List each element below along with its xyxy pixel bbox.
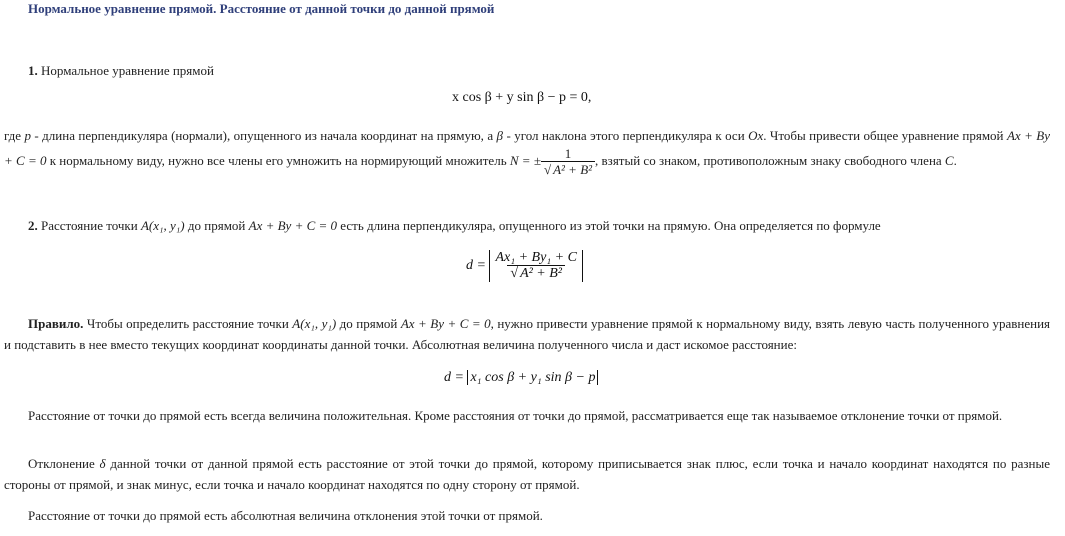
section2-number: 2. — [28, 218, 38, 233]
rule-label: Правило. — [28, 316, 84, 331]
positive-distance-paragraph: Расстояние от точки до прямой есть всегда величина положительная. Кроме расстояния от точки до прямой, рассматривается еще так называемое отклонение точки от прямой. — [28, 408, 1003, 423]
deviation-paragraph: Отклонение δ данной точки от данной прямой есть расстояние от этой точки до прямой, которому приписывается знак плюс, если точка и начало координат находятся по разные стороны от прямой, и знак минус, если точка и начало координат находятся по одну сторону от прямой. — [4, 456, 1050, 492]
normalizing-factor: N = ± $\frac{1}{\text{√ A² + B²}}$ — [510, 153, 595, 168]
var-delta: δ — [99, 456, 106, 471]
section1-heading-text: Нормальное уравнение прямой — [37, 63, 214, 78]
section1-number: 1. — [28, 63, 38, 78]
rule-formula: d = x₁ cos β + y₁ sin β − p — [444, 370, 598, 386]
line-equation: Ax + By + C = 0 — [248, 218, 338, 233]
section1-paragraph: где p - длина перпендикуляра (нормали), опущенного из начала координат на прямую, а β - угол наклона этого перпендикуляра к оси Ox. Чтобы привести общее уравнение прямой Ax + By + C = 0 к нормальному виду, нужно все члены его умножить на нормирующий множитель N = ± $\frac{1}{\text{√ A² + B²}}$ , взятый со знаком, противоположным знаку свободного члена C. — [4, 128, 1050, 177]
var-ox: Ox — [748, 128, 764, 143]
page-title: Нормальное уравнение прямой. Расстояние от данной точки до данной прямой — [28, 1, 495, 16]
general-equation: Ax + By + C = 0 — [4, 128, 1050, 168]
normal-equation: x cos β + y sin β − p = 0, — [452, 90, 592, 105]
final-paragraph: Расстояние от точки до прямой есть абсолютная величина отклонения этой точки от прямой. — [28, 508, 543, 523]
var-beta: β — [496, 128, 504, 143]
point-a: A(x₁, y₁) — [140, 218, 185, 233]
distance-formula: d = $\frac{\text{Ax₁ + By₁ + C}}{\text{√ A² + B²}}$ — [466, 250, 583, 282]
section1-heading — [4, 60, 1050, 81]
rule-paragraph: Правило. Чтобы определить расстояние точки A(x₁, y₁) до прямой Ax + By + C = 0, нужно привести уравнение прямой к нормальному виду, взять левую часть полученного уравнения и подставить в нее вместо текущих координат координаты данной точки. Абсолютная величина полученного числа и даст искомое расстояние: — [4, 316, 1051, 352]
section2-paragraph: 2. Расстояние точки A(x₁, y₁) до прямой Ax + By + C = 0 есть длина перпендикуляра, опущенного из этой точки на прямую. Она определяется по формуле — [28, 218, 881, 233]
var-c: C — [944, 152, 954, 168]
var-p: p — [24, 128, 31, 143]
